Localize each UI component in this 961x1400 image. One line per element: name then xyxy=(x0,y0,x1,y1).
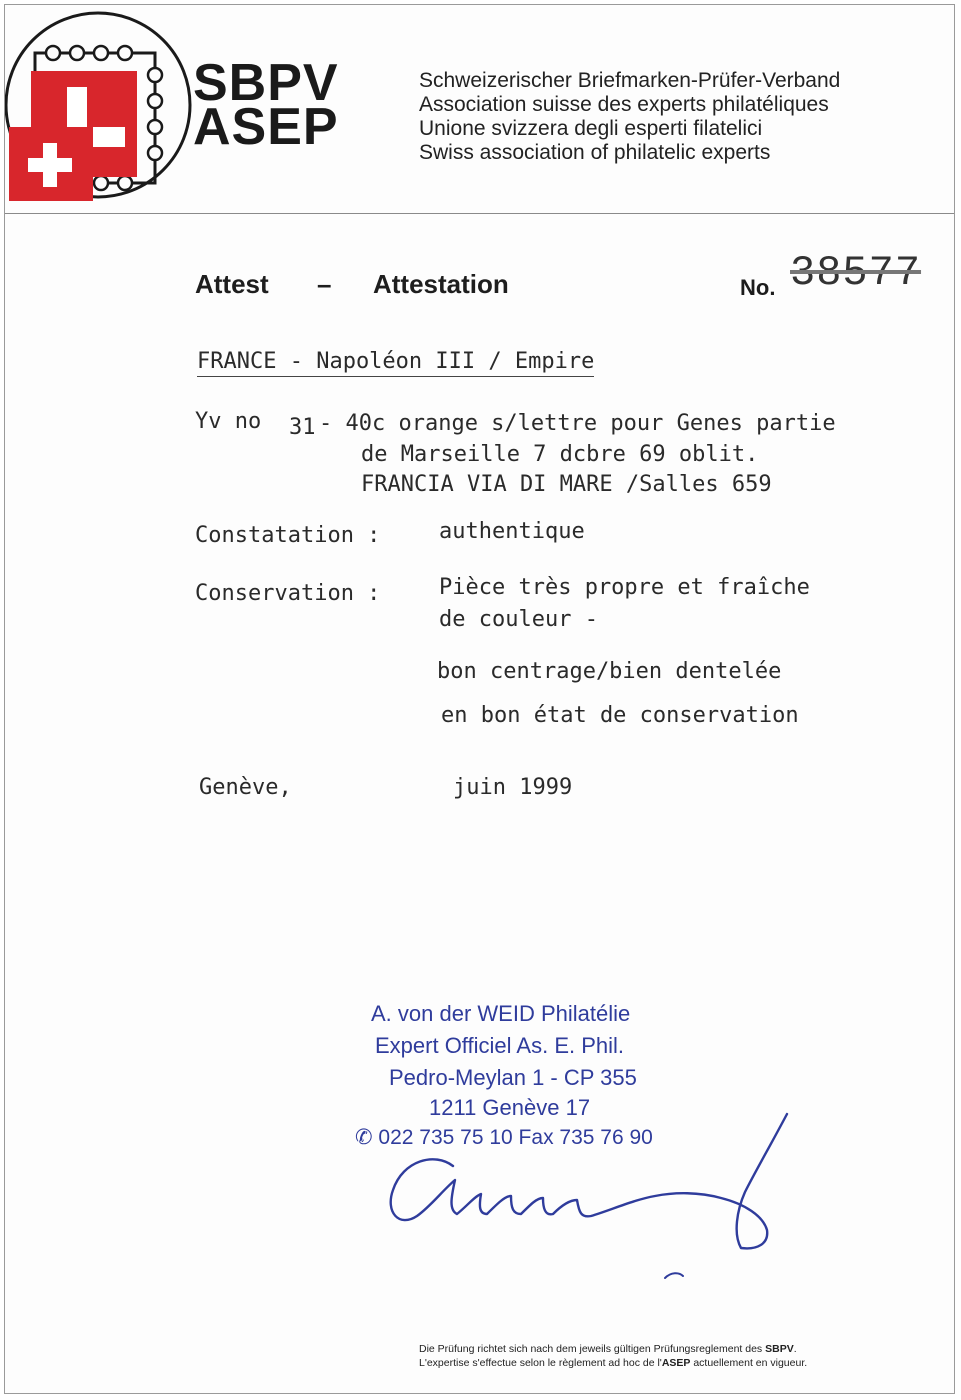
certificate-number-label: No. xyxy=(740,275,776,300)
conservation-line-3: bon centrage/bien dentelée xyxy=(437,659,782,684)
association-names xyxy=(419,69,840,165)
conservation-line-4: en bon état de conservation xyxy=(441,703,799,728)
association-name-en: Swiss association of philatelic experts xyxy=(419,141,771,164)
signature-icon xyxy=(365,1100,805,1290)
stamp-line-2: Expert Officiel As. E. Phil. xyxy=(375,1033,625,1058)
association-name-it: Unione svizzera degli esperti filatelici xyxy=(419,117,763,140)
constatation-label: Constatation : xyxy=(195,523,381,548)
stamp-line-1: A. von der WEID Philatélie xyxy=(371,1001,631,1026)
brand-asep: ASEP xyxy=(193,98,339,156)
description-line-2: de Marseille 7 dcbre 69 oblit. xyxy=(361,442,759,467)
date: juin 1999 xyxy=(453,775,573,800)
subject-line: FRANCE - Napoléon III / Empire xyxy=(197,349,594,377)
conservation-line-1: Pièce très propre et fraîche xyxy=(439,575,810,600)
brand-sbpv: SBPV xyxy=(193,54,339,112)
description-line-3: FRANCIA VIA DI MARE /Salles 659 xyxy=(361,472,772,497)
place: Genève, xyxy=(199,775,292,800)
description-line-1: - 40c orange s/lettre pour Genes partie xyxy=(319,411,836,436)
certificate-number: 38577 xyxy=(790,249,922,297)
brand-wordmark xyxy=(193,54,339,156)
footer-line-fr: L'expertise s'effectue selon le règlement ad hoc de l'ASEP actuellement en vigueur. xyxy=(419,1357,808,1369)
association-name-de: Schweizerischer Briefmarken-Prüfer-Verband xyxy=(419,69,841,92)
stamp-line-5: ✆ 022 735 75 10 Fax 735 76 90 xyxy=(355,1126,653,1149)
title-attest: Attest xyxy=(195,269,269,299)
association-name-fr: Association suisse des experts philatéliques xyxy=(419,93,829,116)
stamp-line-3: Pedro-Meylan 1 - CP 355 xyxy=(389,1065,637,1090)
sbpv-logo-icon xyxy=(5,5,195,213)
footer-note xyxy=(419,1342,807,1370)
stamp-line-4: 1211 Genève 17 xyxy=(429,1095,591,1120)
constatation-value: authentique xyxy=(439,519,585,544)
yv-label: Yv no xyxy=(195,409,262,434)
footer-line-de: Die Prüfung richtet sich nach dem jeweils gültigen Prüfungsreglement des SBPV. xyxy=(419,1343,797,1355)
conservation-label: Conservation : xyxy=(195,581,381,606)
yv-number: 31 xyxy=(289,415,316,440)
certificate-sheet xyxy=(4,4,955,1394)
conservation-line-2: de couleur - xyxy=(439,607,598,632)
title-dash: – xyxy=(317,269,332,299)
letterhead xyxy=(5,5,954,214)
title-attestation: Attestation xyxy=(373,269,509,299)
